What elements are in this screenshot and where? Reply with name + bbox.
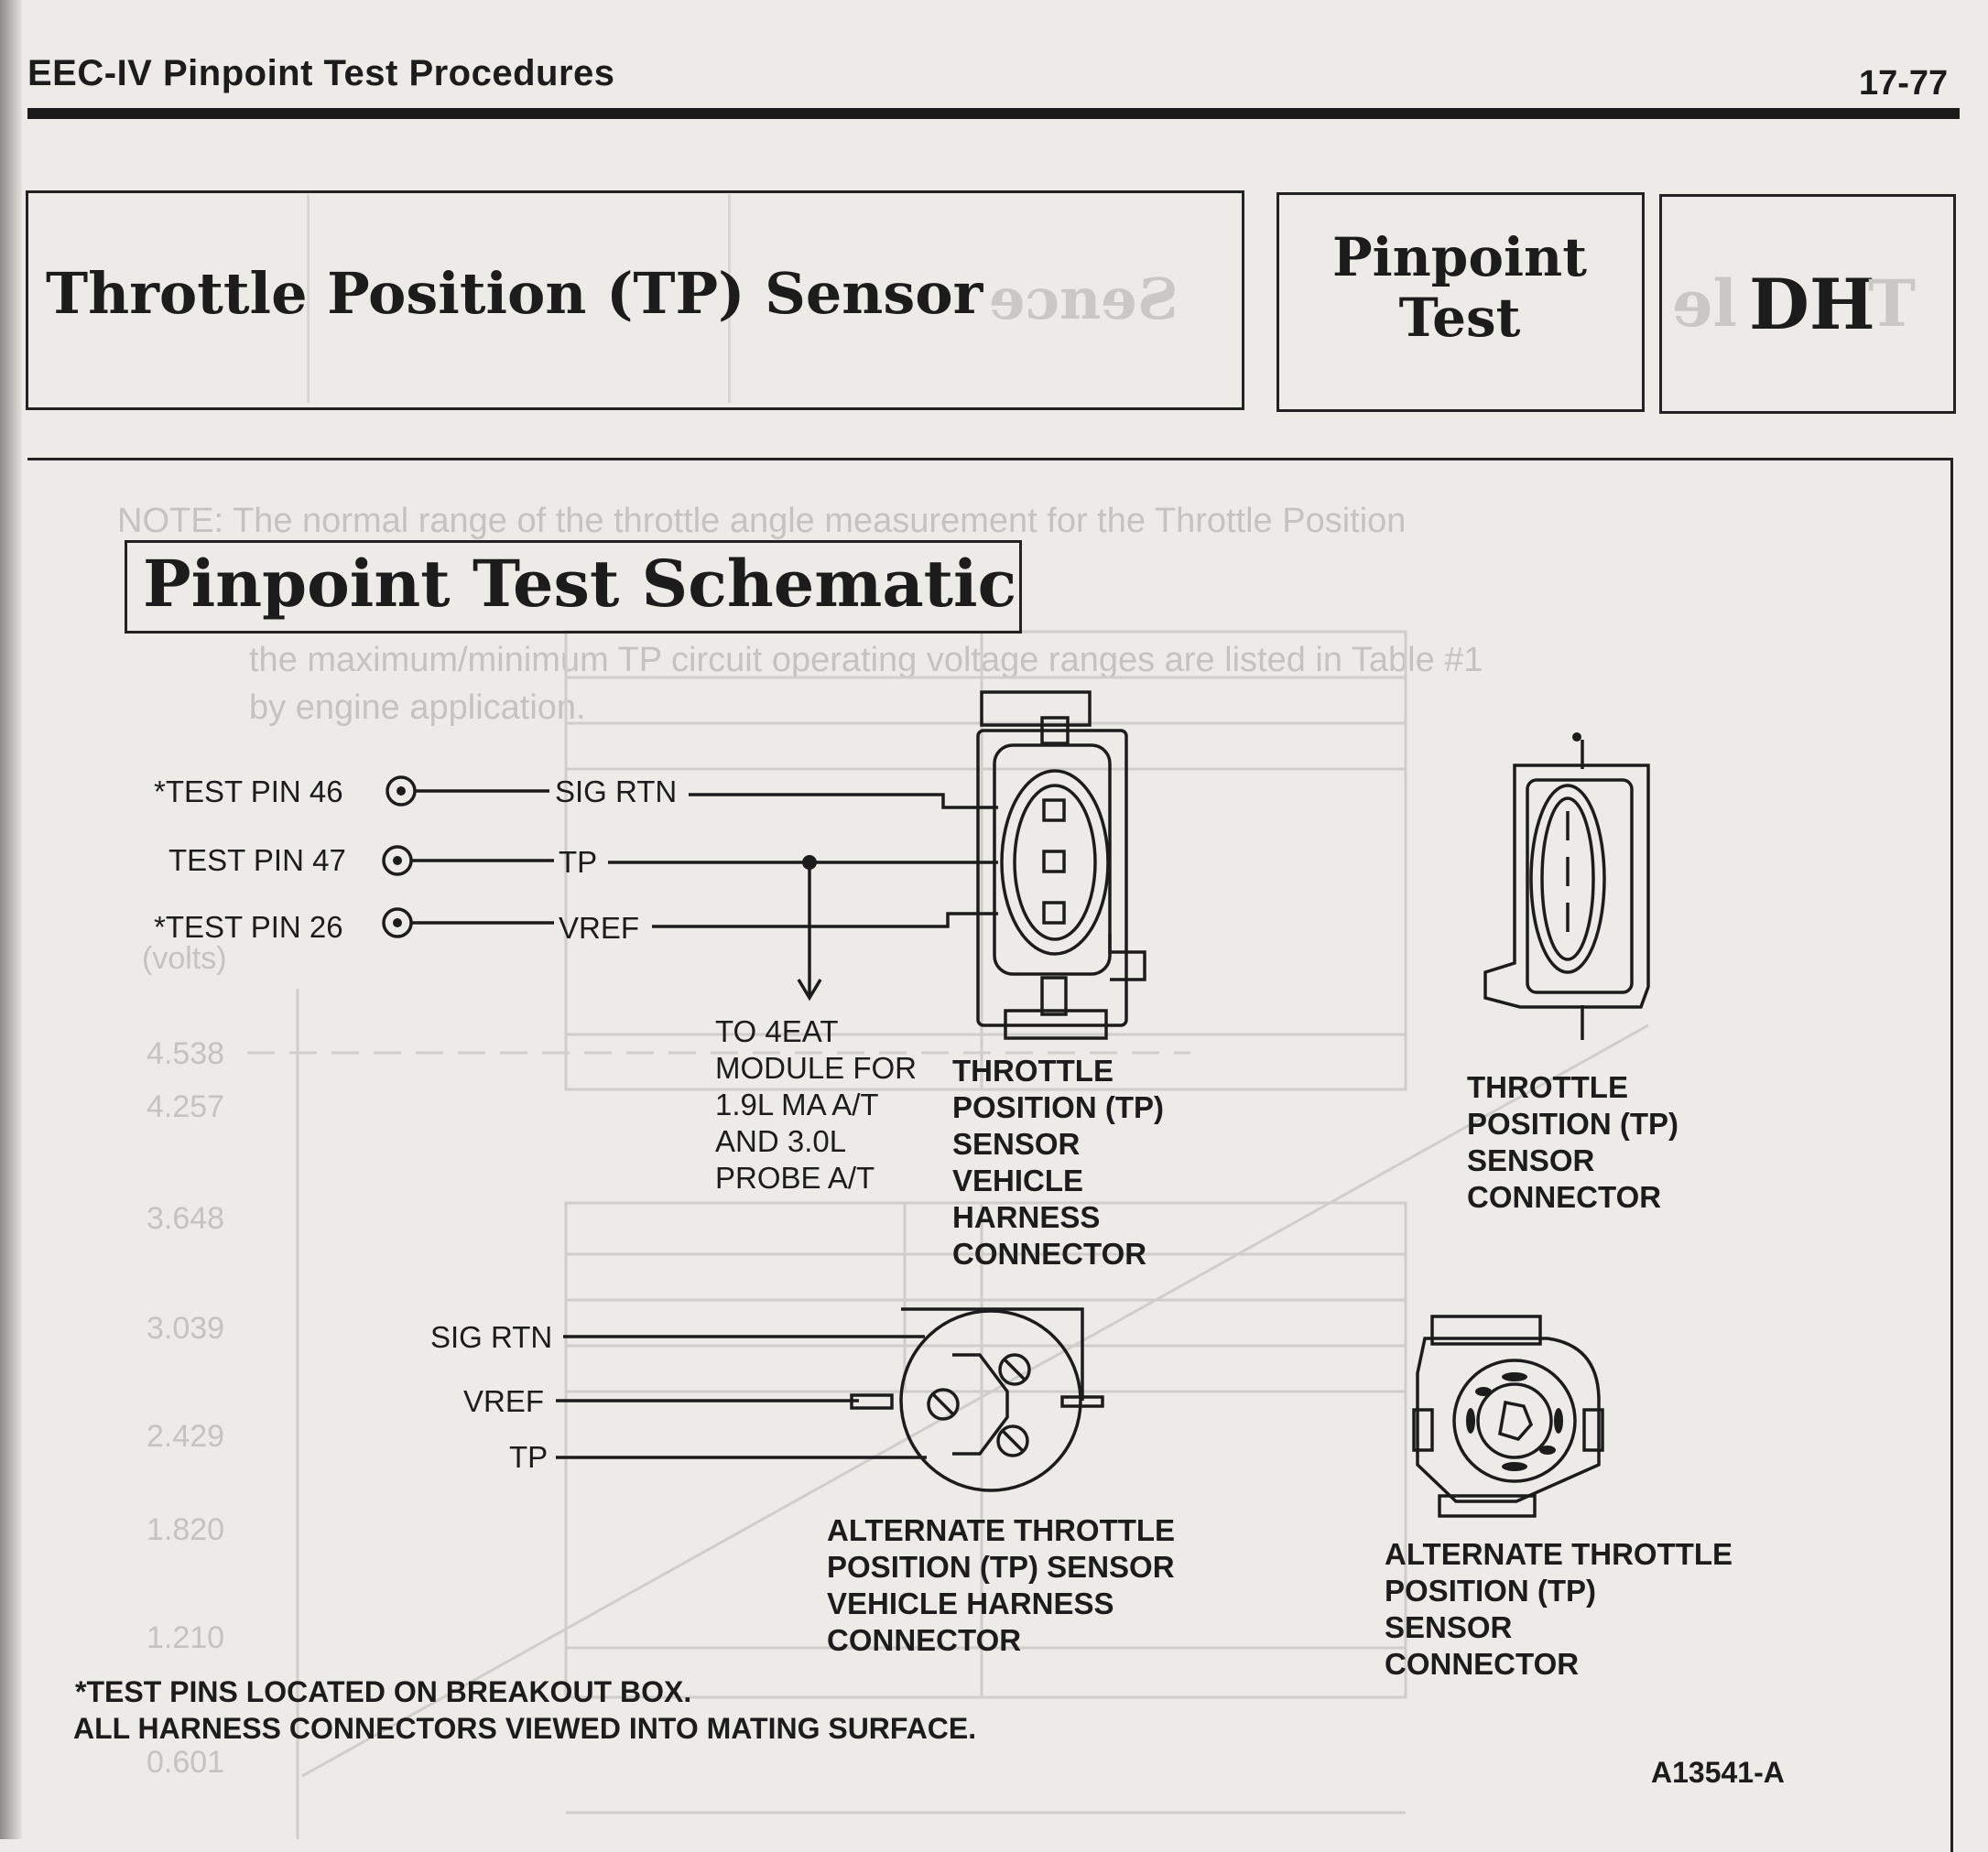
footnote-test-pins: *TEST PINS LOCATED ON BREAKOUT BOX.: [75, 1675, 692, 1708]
figure-id: A13541-A: [1651, 1756, 1785, 1789]
bleed-through-text: 3.648: [147, 1201, 225, 1236]
bleed-through-text: NOTE: The normal range of the throttle angle measurement for the Throttle Position: [117, 502, 1407, 540]
alt-harness-label-line: VEHICLE HARNESS: [827, 1587, 1114, 1620]
test-code: DH: [1749, 264, 1875, 345]
sensor-connector-label-line: SENSOR: [1467, 1143, 1595, 1177]
harness-connector-label-line: THROTTLE: [952, 1054, 1113, 1088]
bleed-through-text: by engine application.: [249, 688, 586, 727]
bleed-through-text: 0.601: [147, 1745, 225, 1780]
bleed-through-text: 4.257: [147, 1089, 225, 1124]
module-note-line: TO 4EAT: [715, 1014, 839, 1048]
alt-wire-label-sig-rtn: SIG RTN: [430, 1320, 553, 1354]
page-number: 17-77: [1859, 64, 1949, 103]
alt-harness-label-line: ALTERNATE THROTTLE: [827, 1513, 1176, 1547]
alt-sensor-label-line: SENSOR: [1385, 1610, 1513, 1644]
test-pin-47-label: TEST PIN 47: [168, 843, 346, 877]
alt-wire-label-vref: VREF: [463, 1384, 545, 1418]
alt-sensor-label-line: ALTERNATE THROTTLE: [1385, 1537, 1733, 1571]
alt-harness-label-line: POSITION (TP) SENSOR: [827, 1550, 1175, 1584]
module-note-line: MODULE FOR: [715, 1051, 918, 1085]
harness-connector-label-line: VEHICLE: [952, 1164, 1084, 1197]
module-note-line: 1.9L MA A/T: [715, 1088, 879, 1121]
sensor-connector-label-line: THROTTLE: [1467, 1070, 1628, 1104]
alt-wire-label-tp: TP: [509, 1440, 549, 1474]
wire-label-sig-rtn: SIG RTN: [555, 774, 678, 808]
sensor-connector-label-line: CONNECTOR: [1467, 1180, 1662, 1214]
alt-sensor-label-line: CONNECTOR: [1385, 1647, 1580, 1681]
bleed-through-text: 1.820: [147, 1512, 225, 1547]
alt-sensor-label-line: POSITION (TP): [1385, 1574, 1596, 1608]
alt-harness-label-line: CONNECTOR: [827, 1623, 1022, 1657]
wire-label-tp: TP: [559, 845, 598, 879]
bleed-through-text: the maximum/minimum TP circuit operating voltage ranges are listed in Table #1: [249, 641, 1483, 679]
harness-connector-label-line: POSITION (TP): [952, 1090, 1164, 1124]
section-title: Throttle Position (TP) Sensor: [46, 260, 983, 327]
test-pin-46-label: *TEST PIN 46: [154, 774, 343, 808]
module-note-line: PROBE A/T: [715, 1161, 875, 1195]
harness-connector-label-line: HARNESS: [952, 1200, 1101, 1234]
test-pin-26-label: *TEST PIN 26: [154, 910, 343, 944]
wire-label-vref: VREF: [559, 911, 640, 945]
pinpoint-label: Pinpoint: [1331, 226, 1588, 288]
running-header-title: EEC-IV Pinpoint Test Procedures: [27, 53, 615, 93]
bleed-through-text: ɘl: [1672, 265, 1738, 341]
bleed-through-text: 3.039: [147, 1311, 225, 1346]
bleed-through-text: 1.210: [147, 1620, 225, 1655]
test-label: Test: [1398, 287, 1521, 349]
bleed-through-text: T: [1868, 265, 1917, 341]
harness-connector-label-line: SENSOR: [952, 1127, 1081, 1161]
module-note-line: AND 3.0L: [715, 1124, 847, 1158]
bleed-through-text: (volts): [142, 941, 227, 976]
sensor-connector-label-line: POSITION (TP): [1467, 1107, 1678, 1141]
footnote-connectors: ALL HARNESS CONNECTORS VIEWED INTO MATING SURFACE.: [73, 1712, 977, 1745]
schematic-title: Pinpoint Test Schematic: [143, 546, 1017, 622]
bleed-through-text: 2.429: [147, 1419, 225, 1454]
harness-connector-label-line: CONNECTOR: [952, 1237, 1147, 1271]
bleed-through-text: 4.538: [147, 1036, 225, 1071]
bleed-through-text: ɘɔnɘƧ: [989, 265, 1179, 332]
